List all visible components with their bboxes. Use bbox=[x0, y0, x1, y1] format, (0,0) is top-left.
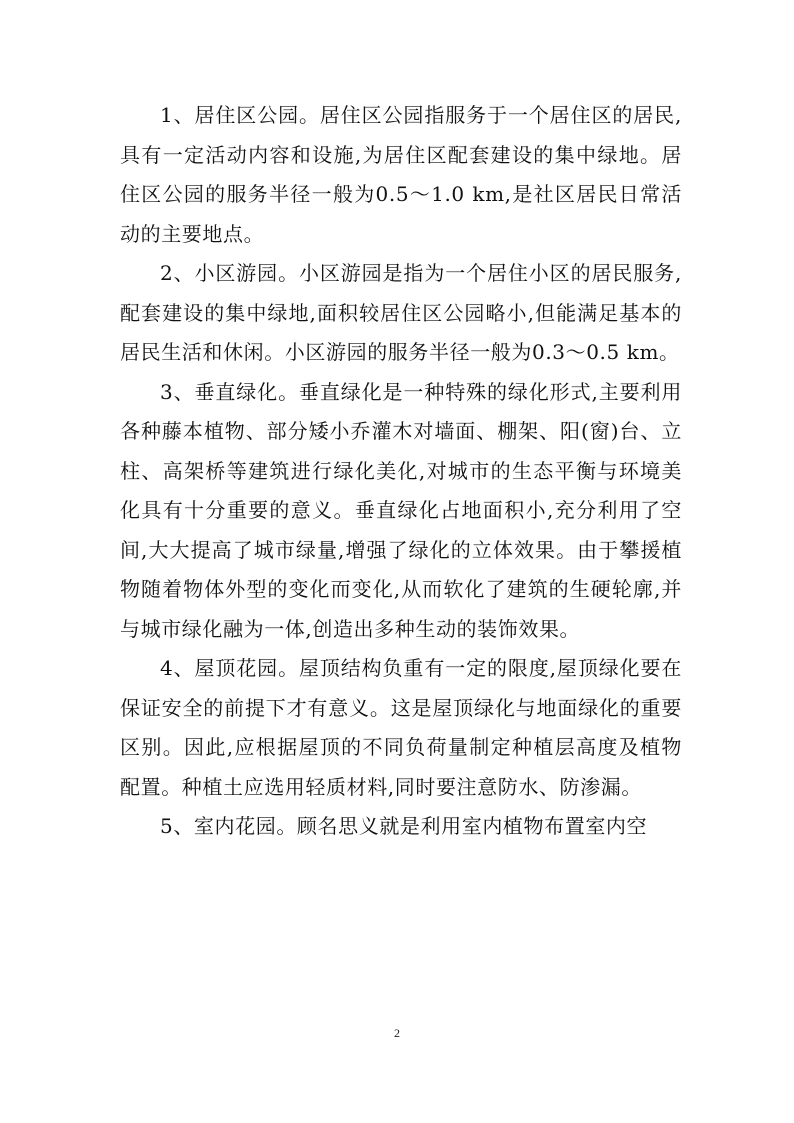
document-body bbox=[120, 96, 682, 847]
paragraph-vertical-greening: 3、垂直绿化。垂直绿化是一种特殊的绿化形式,主要利用各种藤本植物、部分矮小乔灌木对墙面、棚架、阳(窗)台、立柱、高架桥等建筑进行绿化美化,对城市的生态平衡与环境美化具有十分重要的意义。垂直绿化占地面积小,充分利用了空间,大大提高了城市绿量,增强了绿化的立体效果。由于攀援植物随着物体外型的变化而变化,从而软化了建筑的生硬轮廓,并与城市绿化融为一体,创造出多种生动的装饰效果。 bbox=[120, 379, 682, 641]
paragraph-roof-garden: 4、屋顶花园。屋顶结构负重有一定的限度,屋顶绿化要在保证安全的前提下才有意义。这是屋顶绿化与地面绿化的重要区别。因此,应根据屋顶的不同负荷量制定种植层高度及植物配置。种植土应选用轻质材料,同时要注意防水、防渗漏。 bbox=[120, 656, 682, 799]
paragraph-community-garden: 2、小区游园。小区游园是指为一个居住小区的居民服务,配套建设的集中绿地,面积较居住区公园略小,但能满足基本的居民生活和休闲。小区游园的服务半径一般为0.3～0.5 km。 bbox=[120, 261, 682, 364]
page-number: 2 bbox=[394, 1026, 400, 1040]
paragraph-residential-park: 1、居住区公园。居住区公园指服务于一个居住区的居民,具有一定活动内容和设施,为居住区配套建设的集中绿地。居住区公园的服务半径一般为0.5～1.0 km,是社区居民日常活动的主要地点。 bbox=[120, 103, 682, 246]
paragraph-indoor-garden: 5、室内花园。顾名思义就是利用室内植物布置室内空 bbox=[160, 814, 648, 838]
